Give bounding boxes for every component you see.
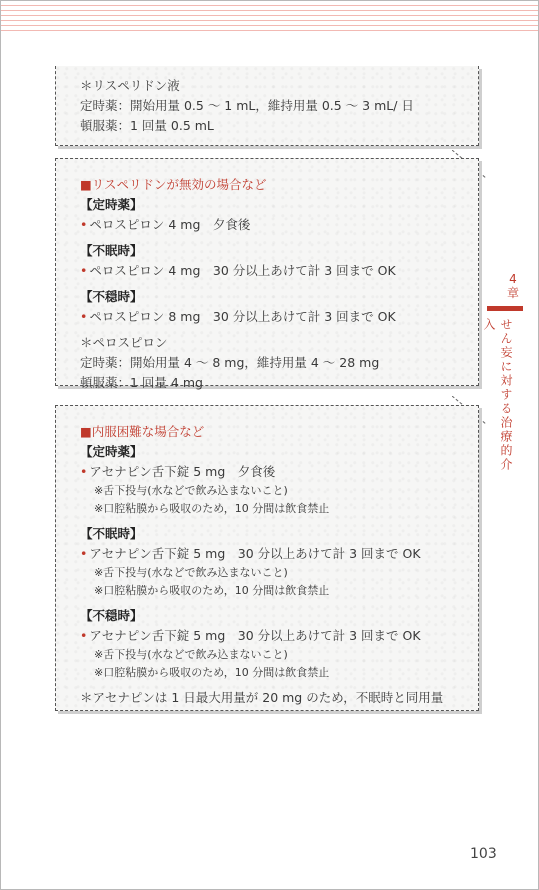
- chapter-side-tab: [482, 272, 539, 472]
- card3-heading: ■内服困難な場合など: [80, 424, 205, 439]
- risperidone-liquid-card: [55, 66, 479, 146]
- card2-fumin-label: 【不眠時】: [80, 243, 143, 258]
- card1-line-1: ＊リスペリドン液: [80, 78, 180, 93]
- bullet-icon: •: [80, 628, 88, 643]
- chapter-title: せん妄に対する治療的介入: [482, 318, 513, 472]
- card2-fumin-item: • ペロスピロン 4 mg 30 分以上あけて計 3 回まで OK: [80, 263, 396, 278]
- card3-fumin-item: • アセナピン舌下錠 5 mg 30 分以上あけて計 3 回まで OK: [80, 546, 421, 561]
- card3-fuon-label: 【不穏時】: [80, 608, 143, 623]
- card2-fuon-item: • ペロスピロン 8 mg 30 分以上あけて計 3 回まで OK: [80, 309, 396, 324]
- bullet-icon: •: [80, 309, 88, 324]
- card3-teiji-note2: ※口腔粘膜から吸収のため，10 分間は飲食禁止: [94, 502, 330, 515]
- card3-fumin-label: 【不眠時】: [80, 526, 143, 541]
- card3-fuon-item: • アセナピン舌下錠 5 mg 30 分以上あけて計 3 回まで OK: [80, 628, 421, 643]
- bullet-icon: •: [80, 546, 88, 561]
- card2-teiji-item: • ペロスピロン 4 mg 夕食後: [80, 217, 251, 232]
- card2-fuon-label: 【不穏時】: [80, 289, 143, 304]
- page-number: 103: [470, 846, 497, 862]
- chapter-bar: [487, 306, 523, 311]
- oral-difficulty-card: [55, 405, 479, 711]
- risperidone-ineffective-card: [55, 158, 479, 390]
- card3-teiji-note1: ※舌下投与(水などで飲み込まないこと): [94, 484, 288, 497]
- card3-teiji-label: 【定時薬】: [80, 444, 143, 459]
- bullet-icon: •: [80, 217, 88, 232]
- chapter-number: 4 章: [506, 272, 519, 300]
- card3-footer: ＊アセナピンは 1 日最大用量が 20 mg のため，不眠時と同用量: [80, 690, 444, 705]
- card3-fuon-note1: ※舌下投与(水などで飲み込まないこと): [94, 648, 288, 661]
- card1-line-2: 定時薬：開始用量 0.5 ～ 1 mL，維持用量 0.5 ～ 3 mL/ 日: [80, 98, 414, 113]
- bullet-icon: •: [80, 263, 88, 278]
- card3-teiji-item: • アセナピン舌下錠 5 mg 夕食後: [80, 464, 276, 479]
- card2-teiji-label: 【定時薬】: [80, 197, 143, 212]
- card3-fumin-note1: ※舌下投与(水などで飲み込まないこと): [94, 566, 288, 579]
- card2-heading: ■リスペリドンが無効の場合など: [80, 177, 267, 192]
- card2-note-title: ＊ペロスピロン: [80, 335, 168, 350]
- card3-fumin-note2: ※口腔粘膜から吸収のため，10 分間は飲食禁止: [94, 584, 330, 597]
- card2-note-line2: 頓服薬：1 回量 4 mg: [80, 375, 203, 390]
- card3-fuon-note2: ※口腔粘膜から吸収のため，10 分間は飲食禁止: [94, 666, 330, 679]
- card2-note-line1: 定時薬：開始用量 4 ～ 8 mg，維持用量 4 ～ 28 mg: [80, 355, 380, 370]
- card1-line-3: 頓服薬：1 回量 0.5 mL: [80, 118, 214, 133]
- header-stripes: [1, 1, 538, 35]
- bullet-icon: •: [80, 464, 88, 479]
